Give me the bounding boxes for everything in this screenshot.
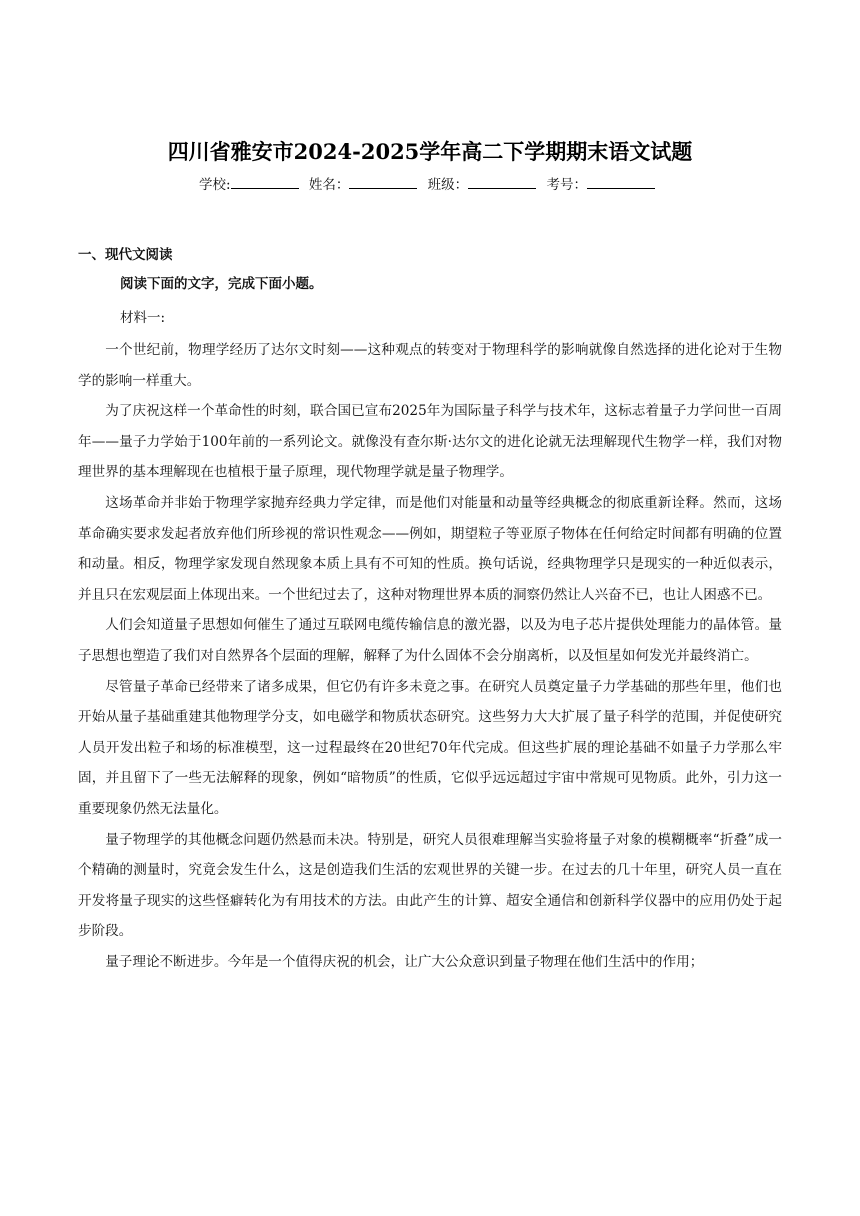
student-info-line — [0, 173, 860, 193]
material-label: 材料一: — [120, 310, 166, 326]
name-blank[interactable] — [349, 175, 417, 189]
paragraph: 人们会知道量子思想如何催生了通过互联网电缆传输信息的激光器，以及为电子芯片提供处理能力的晶体管。量子思想也塑造了我们对自然界各个层面的理解，解释了为什么固体不会分崩离析，以及恒星如何发光并最终消亡。 — [78, 617, 782, 664]
reading-instruction: 阅读下面的文字，完成下面小题。 — [120, 276, 323, 292]
paragraph: 量子物理学的其他概念问题仍然悬而未决。特别是，研究人员很难理解当实验将量子对象的模糊概率“折叠”成一个精确的测量时，究竟会发生什么，这是创造我们生活的宏观世界的关键一步。在过去的几十年里，研究人员一直在开发将量子现实的这些怪癖转化为有用技术的方法。由此产生的计算、超安全通信和创新科学仪器中的应用仍处于起步阶段。 — [78, 831, 782, 940]
info-label: 考号： — [546, 177, 587, 193]
class-blank[interactable] — [468, 175, 536, 189]
paragraph: 这场革命并非始于物理学家抛弃经典力学定律，而是他们对能量和动量等经典概念的彻底重新诠释。然而，这场革命确实要求发起者放弃他们所珍视的常识性观念——例如，期望粒子等亚原子物体在任何给定时间都有明确的位置和动量。相反，物理学家发现自然现象本质上具有不可知的性质。换句话说，经典物理学只是现实的一种近似表示，并且只在宏观层面上体现出来。一个世纪过去了，这种对物理世界本质的洞察仍然让人兴奋不已，也让人困惑不已。 — [78, 494, 782, 603]
info-field-exam-number — [546, 173, 657, 193]
paragraph: 为了庆祝这样一个革命性的时刻，联合国已宣布2025年为国际量子科学与技术年，这标志着量子力学问世一百周年——量子力学始于100年前的一系列论文。就像没有查尔斯·达尔文的进化论就无法理解现代生物学一样，我们对物理世界的基本理解现在也植根于量子原理，现代物理学就是量子物理学。 — [78, 403, 782, 481]
info-field-school — [199, 173, 301, 193]
section-heading: 一、现代文阅读 — [78, 247, 173, 263]
info-label: 姓名： — [308, 177, 350, 193]
school-blank[interactable] — [231, 175, 299, 189]
info-field-class — [428, 173, 539, 193]
paragraph: 一个世纪前，物理学经历了达尔文时刻——这种观点的转变对于物理科学的影响就像自然选择的进化论对于生物学的影响一样重大。 — [78, 342, 782, 389]
info-label: 学校: — [199, 177, 231, 193]
document-title: 四川省雅安市2024-2025学年高二下学期期末语文试题 — [167, 139, 693, 164]
paragraph: 尽管量子革命已经带来了诸多成果，但它仍有许多未竟之事。在研究人员奠定量子力学基础的那些年里，他们也开始从量子基础重建其他物理学分支，如电磁学和物质状态研究。这些努力大大扩展了量子科学的范围，并促使研究人员开发出粒子和场的标准模型，这一过程最终在20世纪70年代完成。但这些扩展的理论基础不如量子力学那么牢固，并且留下了一些无法解释的现象，例如“暗物质”的性质，它似乎远远超过宇宙中常规可见物质。此外，引力这一重要现象仍然无法量化。 — [78, 678, 782, 817]
info-field-name — [309, 173, 420, 193]
passage-body — [78, 335, 782, 977]
info-label: 班级： — [427, 177, 469, 193]
exam-number-blank[interactable] — [587, 175, 655, 189]
paragraph: 量子理论不断进步。今年是一个值得庆祝的机会，让广大公众意识到量子物理在他们生活中的作用； — [105, 953, 704, 970]
